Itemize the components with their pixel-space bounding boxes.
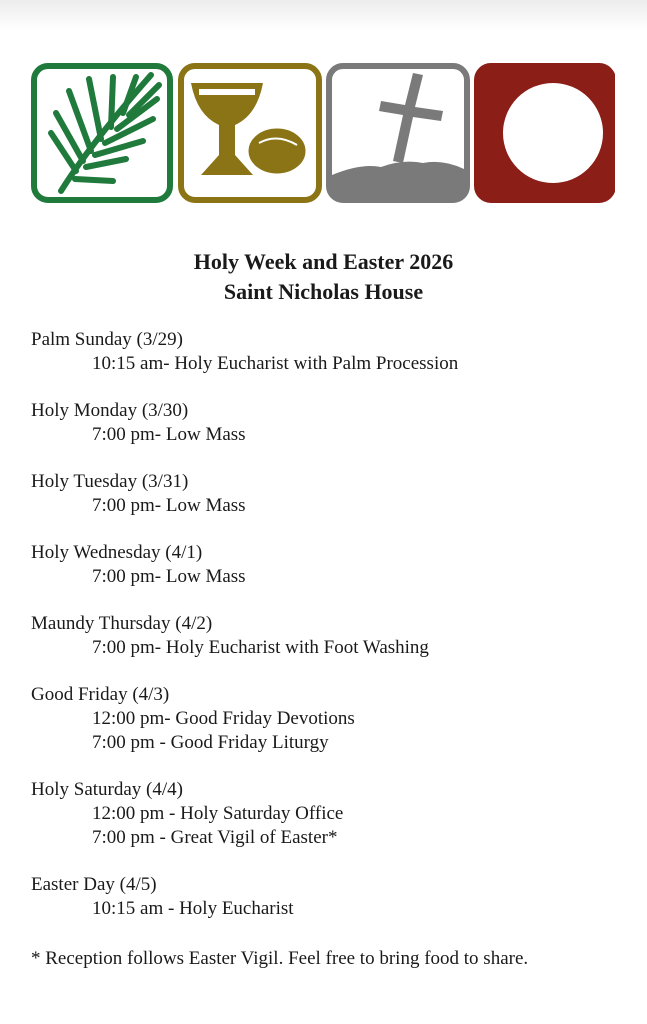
- service-time: 7:00 pm- Low Mass: [92, 566, 246, 587]
- service-time: 7:00 pm- Low Mass: [92, 424, 246, 445]
- cross-on-hill-icon: [329, 66, 467, 200]
- day-name: Holy Tuesday (3/31): [31, 471, 189, 492]
- day-name: Palm Sunday (3/29): [31, 329, 183, 350]
- page-subtitle: Saint Nicholas House: [223, 279, 424, 304]
- schedule-day: [31, 328, 631, 376]
- page-title: Holy Week and Easter 2026: [193, 249, 454, 274]
- service-schedule: [31, 328, 631, 944]
- day-name: Holy Wednesday (4/1): [31, 542, 203, 563]
- schedule-day: [31, 778, 631, 850]
- service-time: 7:00 pm - Good Friday Liturgy: [92, 732, 329, 753]
- top-shadow: [0, 0, 647, 30]
- service-time: 12:00 pm - Holy Saturday Office: [92, 803, 344, 824]
- schedule-day: [31, 470, 631, 518]
- empty-tomb-icon: [477, 66, 613, 200]
- service-time: 10:15 am- Holy Eucharist with Palm Procession: [92, 353, 459, 374]
- service-time: 10:15 am - Holy Eucharist: [92, 898, 294, 919]
- page-title-block: [0, 247, 647, 307]
- schedule-day: [31, 541, 631, 589]
- day-name: Maundy Thursday (4/2): [31, 613, 213, 634]
- schedule-day: [31, 873, 631, 921]
- schedule-day: [31, 683, 631, 755]
- service-time: 12:00 pm- Good Friday Devotions: [92, 708, 355, 729]
- palm-frond-icon: [34, 66, 170, 200]
- day-name: Good Friday (4/3): [31, 684, 170, 705]
- day-name: Easter Day (4/5): [31, 874, 157, 895]
- chalice-and-bread-icon: [181, 66, 319, 200]
- footnote: * Reception follows Easter Vigil. Feel free to bring food to share.: [31, 948, 529, 969]
- service-time: 7:00 pm- Low Mass: [92, 495, 246, 516]
- service-time: 7:00 pm - Great Vigil of Easter*: [92, 827, 338, 848]
- schedule-day: [31, 612, 631, 660]
- service-time: 7:00 pm- Holy Eucharist with Foot Washing: [92, 637, 429, 658]
- schedule-day: [31, 399, 631, 447]
- holy-week-banner: [31, 63, 615, 203]
- day-name: Holy Monday (3/30): [31, 400, 189, 421]
- day-name: Holy Saturday (4/4): [31, 779, 183, 800]
